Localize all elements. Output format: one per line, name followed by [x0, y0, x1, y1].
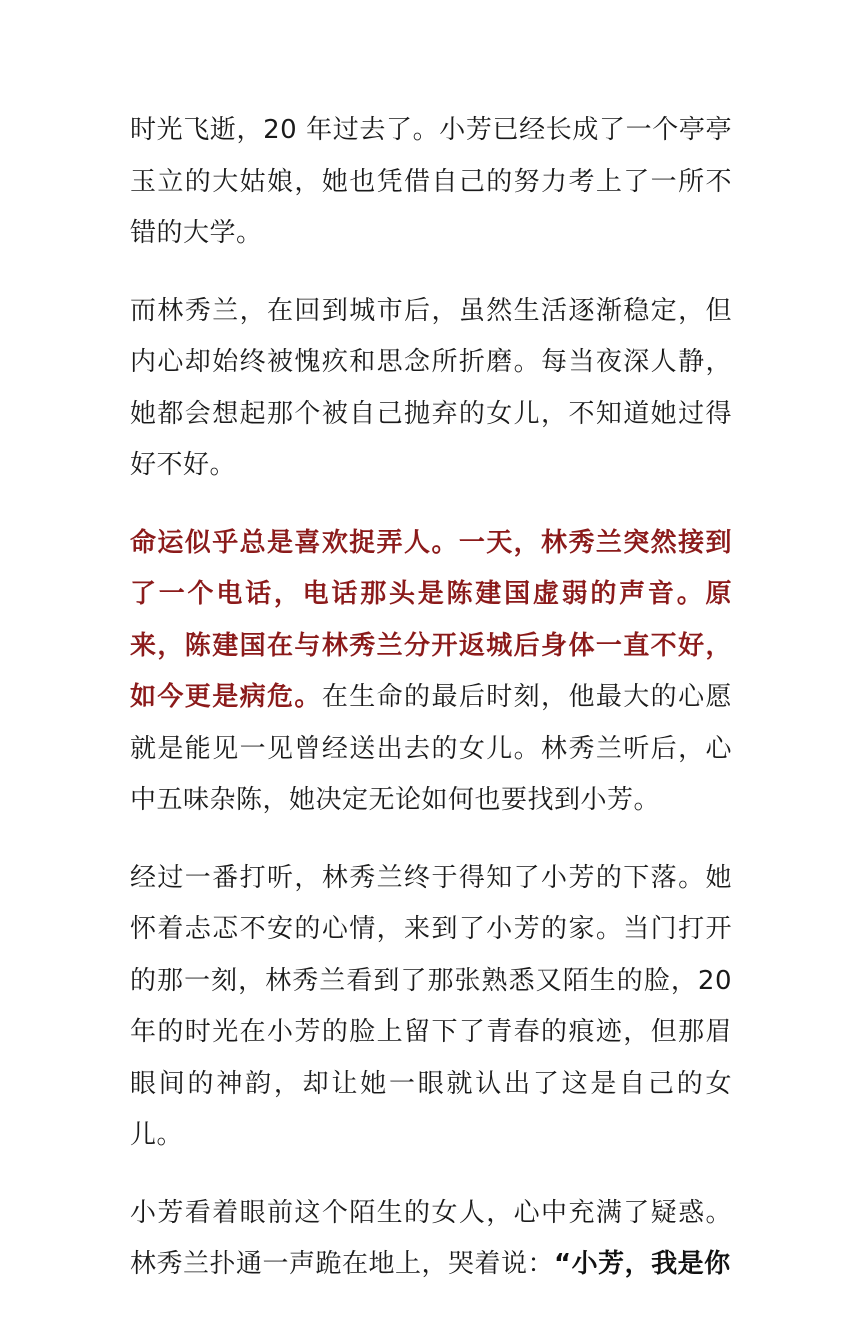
paragraph-2	[130, 286, 732, 492]
paragraph-3	[130, 518, 732, 827]
paragraph-5-text: 小芳看着眼前这个陌生的女人，心中充满了疑惑。林秀兰扑通一声跪在地上，哭着说：	[130, 1197, 732, 1279]
paragraph-4	[130, 853, 732, 1162]
paragraph-1	[130, 105, 732, 260]
paragraph-5	[130, 1188, 732, 1291]
paragraph-5-quote: “小芳，我是你	[554, 1249, 731, 1279]
paragraph-3-text: 在生命的最后时刻，他最大的心愿就是能见一见曾经送出去的女儿。林秀兰听后，心中五味杂陈，她决定无论如何也要找到小芳。	[130, 682, 732, 815]
paragraph-2-text: 而林秀兰，在回到城市后，虽然生活逐渐稳定，但内心却始终被愧疚和思念所折磨。每当夜深人静，她都会想起那个被自己抛弃的女儿，不知道她过得好不好。	[130, 295, 732, 480]
paragraph-1-text: 时光飞逝，20 年过去了。小芳已经长成了一个亭亭玉立的大姑娘，她也凭借自己的努力考上了一所不错的大学。	[130, 115, 732, 248]
article-body	[130, 105, 732, 1317]
paragraph-4-text: 经过一番打听，林秀兰终于得知了小芳的下落。她怀着忐忑不安的心情，来到了小芳的家。当门打开的那一刻，林秀兰看到了那张熟悉又陌生的脸，20年的时光在小芳的脸上留下了青春的痕迹，但那眉眼间的神韵，却让她一眼就认出了这是自己的女儿。	[130, 862, 732, 1150]
paragraph-3-emphasis: 命运似乎总是喜欢捉弄人。一天，林秀兰突然接到了一个电话，电话那头是陈建国虚弱的声音。原来，陈建国在与林秀兰分开返城后身体一直不好，如今更是病危。	[130, 527, 732, 712]
